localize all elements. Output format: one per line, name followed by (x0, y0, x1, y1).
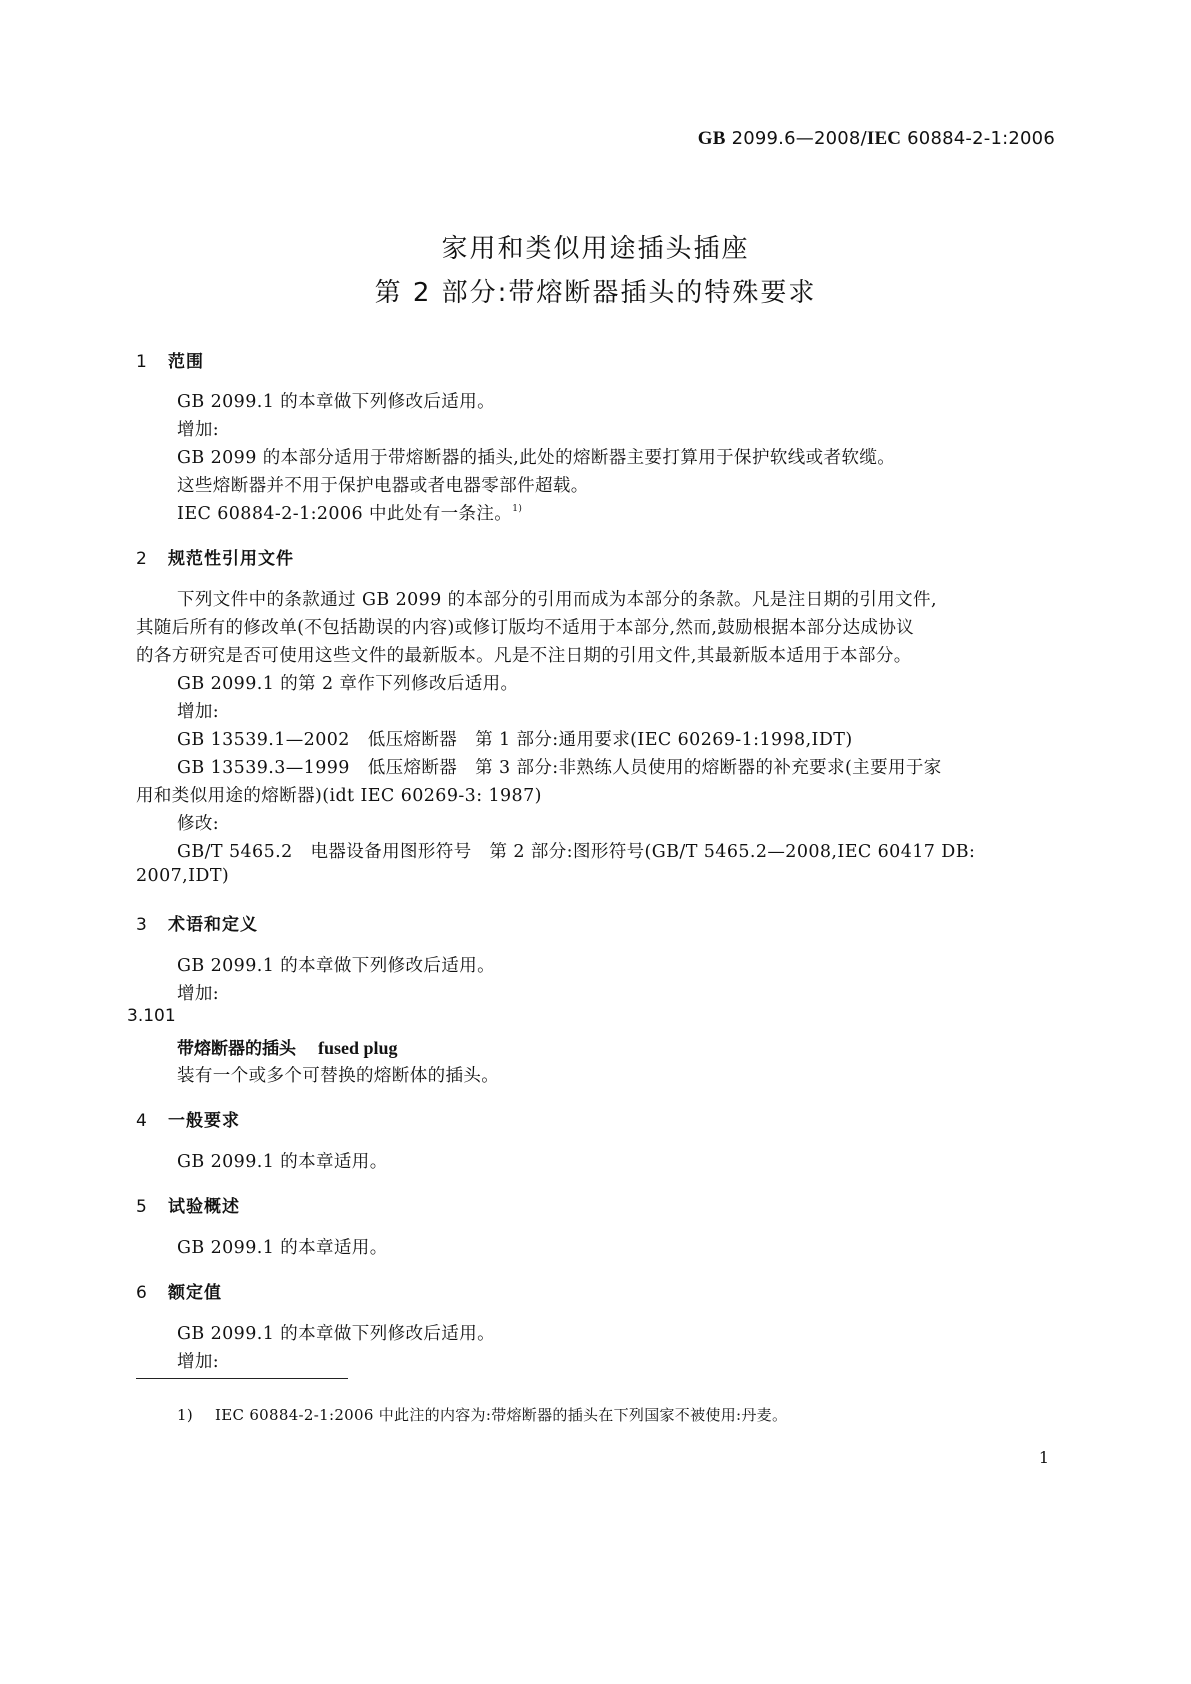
paragraph: 其随后所有的修改单(不包括勘误的内容)或修订版均不适用于本部分,然而,鼓励根据本部分达成协议 (136, 618, 915, 638)
paragraph: 的各方研究是否可使用这些文件的最新版本。凡是不注日期的引用文件,其最新版本适用于本部分。 (136, 646, 912, 666)
code-number: 2099.6—2008/ (731, 128, 867, 149)
section-number: 6 (136, 1283, 148, 1303)
section-number: 3 (136, 915, 148, 935)
paragraph: 增加: (177, 420, 220, 440)
section-title: 规范性引用文件 (168, 549, 294, 569)
footnote-ref: 1) (512, 504, 523, 514)
paragraph: GB 2099.1 的本章做下列修改后适用。 (177, 1324, 495, 1344)
paragraph: GB 2099 的本部分适用于带熔断器的插头,此处的熔断器主要打算用于保护软线或者软缆。 (177, 448, 896, 468)
section-number: 5 (136, 1197, 148, 1217)
section-number: 2 (136, 549, 148, 569)
paragraph: 增加: (177, 984, 220, 1004)
paragraph-text: IEC 60884-2-1:2006 中此处有一条注。 (177, 504, 513, 524)
section-title: 范围 (168, 352, 204, 372)
paragraph: GB 2099.1 的本章适用。 (177, 1152, 388, 1172)
section-4-heading (136, 1106, 240, 1131)
title-line-2: 第 2 部分:带熔断器插头的特殊要求 (374, 278, 817, 308)
paragraph: 下列文件中的条款通过 GB 2099 的本部分的引用而成为本部分的条款。凡是注日期的引用文件, (177, 590, 937, 610)
term-english: fused plug (318, 1038, 398, 1058)
section-title: 试验概述 (168, 1197, 240, 1217)
term-name (177, 1034, 398, 1059)
standard-code (698, 128, 1055, 150)
footnote (177, 1404, 787, 1425)
paragraph: 修改: (177, 814, 220, 834)
reference-item: 2007,IDT) (136, 866, 230, 886)
title-line-1: 家用和类似用途插头插座 (441, 234, 750, 264)
paragraph: 增加: (177, 1352, 220, 1372)
section-3-heading (136, 910, 258, 935)
section-1-heading (136, 347, 204, 372)
footnote-rule (136, 1378, 348, 1379)
reference-item: GB/T 5465.2 电器设备用图形符号 第 2 部分:图形符号(GB/T 5465.2—2008,IEC 60417 DB: (177, 842, 976, 862)
section-5-heading (136, 1192, 240, 1217)
term-number: 3.101 (127, 1006, 176, 1026)
footnote-text: IEC 60884-2-1:2006 中此注的内容为:带熔断器的插头在下列国家不被使用:丹麦。 (215, 1406, 788, 1424)
paragraph: GB 2099.1 的本章适用。 (177, 1238, 388, 1258)
section-number: 4 (136, 1111, 148, 1131)
paragraph: 这些熔断器并不用于保护电器或者电器零部件超载。 (177, 476, 589, 496)
section-title: 术语和定义 (168, 915, 258, 935)
section-2-heading (136, 544, 294, 569)
section-title: 一般要求 (168, 1111, 240, 1131)
page-number: 1 (1038, 1448, 1049, 1467)
section-6-heading (136, 1278, 222, 1303)
reference-item: GB 13539.1—2002 低压熔断器 第 1 部分:通用要求(IEC 60269-1:1998,IDT) (177, 730, 853, 750)
code-prefix: GB (697, 128, 726, 149)
section-title: 额定值 (168, 1283, 222, 1303)
section-number: 1 (136, 352, 148, 372)
paragraph (177, 500, 522, 525)
paragraph: 增加: (177, 702, 220, 722)
reference-item: GB 13539.3—1999 低压熔断器 第 3 部分:非熟练人员使用的熔断器的补充要求(主要用于家 (177, 758, 942, 778)
paragraph: GB 2099.1 的本章做下列修改后适用。 (177, 392, 495, 412)
paragraph: GB 2099.1 的本章做下列修改后适用。 (177, 956, 495, 976)
code-iec-prefix: IEC (866, 128, 902, 149)
code-iec-number: 60884-2-1:2006 (907, 128, 1055, 149)
paragraph: GB 2099.1 的第 2 章作下列修改后适用。 (177, 674, 519, 694)
reference-item: 用和类似用途的熔断器)(idt IEC 60269-3: 1987) (136, 786, 542, 806)
footnote-mark: 1) (177, 1406, 193, 1424)
term-chinese: 带熔断器的插头 (177, 1039, 296, 1059)
term-definition: 装有一个或多个可替换的熔断体的插头。 (177, 1066, 500, 1086)
